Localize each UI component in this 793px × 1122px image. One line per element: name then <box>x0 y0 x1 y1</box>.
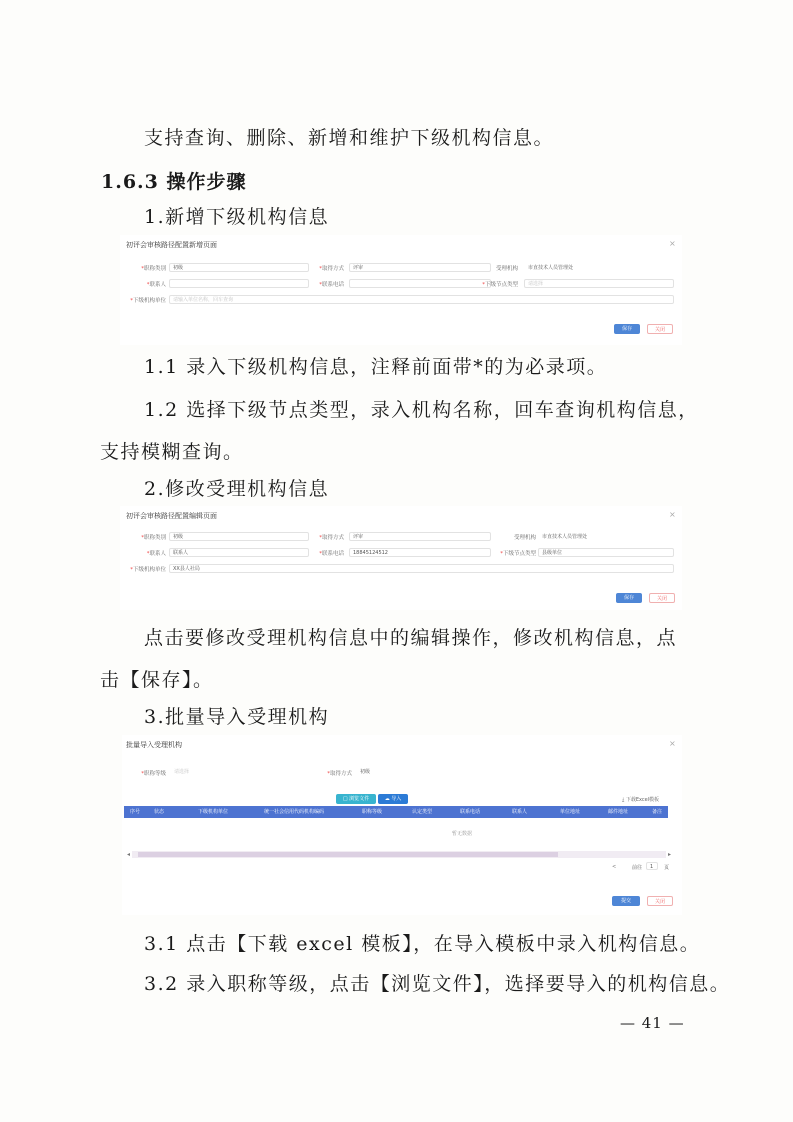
field-label: *下级机构单位 <box>130 567 166 573</box>
save-button[interactable]: 保存 <box>614 324 640 334</box>
sub-org-input[interactable]: XX县人社局 <box>169 564 674 573</box>
title-category-select[interactable]: 初级 <box>169 263 309 272</box>
step1-note: 1.2 选择下级节点类型，录入机构名称，回车查询机构信息， <box>144 399 699 421</box>
method-select[interactable]: 评审 <box>349 263 491 272</box>
column-header: 备注 <box>652 809 663 815</box>
field-label: *职称类别 <box>141 535 166 541</box>
field-label: 受理机构 <box>513 535 536 541</box>
pager-prefix: 前往 <box>632 865 643 871</box>
field-label: *职称类别 <box>141 266 166 272</box>
level-select[interactable]: 请选择 <box>170 767 310 776</box>
column-header: 认定类型 <box>412 809 433 815</box>
column-header: 联系电话 <box>460 809 481 815</box>
download-template-link[interactable]: ⤓ 下载Excel模板 <box>622 797 660 803</box>
step3-note: 3.2 录入职称等级，点击【浏览文件】，选择要导入的机构信息。 <box>144 973 731 995</box>
close-button[interactable]: 关闭 <box>647 896 673 906</box>
step3-heading: 3.批量导入受理机构 <box>144 706 330 728</box>
node-type-select[interactable]: 请选择 <box>524 279 674 288</box>
field-label: *下级节点类型 <box>482 282 518 288</box>
batch-import-screenshot <box>122 735 682 915</box>
step2-note: 点击要修改受理机构信息中的编辑操作，修改机构信息，点 <box>144 627 678 649</box>
org-value: 市直技术人员管理处 <box>524 263 674 272</box>
step1-note: 1.1 录入下级机构信息，注释前面带*的为必录项。 <box>144 356 608 378</box>
org-value: 市直技术人员管理处 <box>538 532 674 541</box>
contact-input[interactable]: 联系人 <box>169 548 309 557</box>
field-label: *取得方式 <box>327 771 352 777</box>
field-label: 受理机构 <box>495 266 518 272</box>
scroll-right-arrow[interactable]: ▸ <box>668 851 672 858</box>
column-header: 下级机构单位 <box>198 809 229 815</box>
dialog-title: 批量导入受理机构 <box>126 741 182 749</box>
title-category-select[interactable]: 初级 <box>169 532 309 541</box>
column-header: 状态 <box>154 809 165 815</box>
submit-button[interactable]: 提交 <box>612 896 640 906</box>
step2-note: 击【保存】。 <box>100 669 214 691</box>
dialog-title: 初评会审核路径配置新增页面 <box>126 241 217 249</box>
section-heading: 1.6.3 操作步骤 <box>101 171 247 193</box>
horizontal-scrollbar[interactable] <box>132 851 666 858</box>
empty-table-text: 暂无数据 <box>452 831 473 837</box>
scrollbar-thumb[interactable] <box>138 852 558 857</box>
column-header: 联系人 <box>512 809 528 815</box>
import-table-header <box>124 806 668 818</box>
field-label: *下级节点类型 <box>500 551 536 557</box>
browse-file-button[interactable]: □ 浏览文件 <box>336 794 376 804</box>
field-label: *职称等级 <box>141 771 166 777</box>
column-header: 单位地址 <box>560 809 581 815</box>
close-icon[interactable]: × <box>669 510 676 519</box>
phone-input[interactable]: 18845124512 <box>349 548 491 557</box>
field-label: *联系人 <box>146 551 166 557</box>
close-button[interactable]: 关闭 <box>649 593 675 603</box>
step3-note: 3.1 点击【下载 excel 模板】，在导入模板中录入机构信息。 <box>144 933 701 955</box>
close-icon[interactable]: × <box>669 239 676 248</box>
edit-org-screenshot <box>120 506 682 610</box>
method-select[interactable]: 评审 <box>349 532 491 541</box>
save-button[interactable]: 保存 <box>616 593 642 603</box>
column-header: 职称等级 <box>362 809 383 815</box>
add-org-screenshot <box>120 235 682 345</box>
field-label: *取得方式 <box>319 535 344 541</box>
column-header: 序号 <box>130 809 141 815</box>
scroll-left-arrow[interactable]: ◂ <box>127 851 131 858</box>
page-number: — 41 — <box>620 1014 685 1032</box>
dialog-title: 初评会审核路径配置编辑页面 <box>126 512 217 520</box>
sub-org-input[interactable]: 请输入单位名称，回车查询 <box>169 295 674 304</box>
step2-heading: 2.修改受理机构信息 <box>144 478 330 500</box>
field-label: *联系电话 <box>319 282 344 288</box>
method-select[interactable]: 初级 <box>356 767 496 776</box>
pager-suffix: 页 <box>664 865 670 871</box>
field-label: *联系人 <box>146 282 166 288</box>
column-header: 统一社会信用代码机构编码 <box>264 809 325 815</box>
close-button[interactable]: 关闭 <box>647 324 673 334</box>
step1-note: 支持模糊查询。 <box>100 441 244 463</box>
step1-heading: 1.新增下级机构信息 <box>144 206 330 228</box>
scroll-prev-arrow[interactable]: < <box>612 864 617 870</box>
phone-input[interactable] <box>349 279 491 288</box>
page-number-input[interactable]: 1 <box>646 862 658 870</box>
field-label: *取得方式 <box>319 266 344 272</box>
import-button[interactable]: ☁ 导入 <box>378 794 408 804</box>
intro-paragraph: 支持查询、删除、新增和维护下级机构信息。 <box>144 127 555 149</box>
column-header: 邮件地址 <box>608 809 629 815</box>
node-type-select[interactable]: 县级单位 <box>538 548 674 557</box>
field-label: *联系电话 <box>319 551 344 557</box>
field-label: *下级机构单位 <box>130 298 166 304</box>
close-icon[interactable]: × <box>669 739 676 748</box>
contact-input[interactable] <box>169 279 309 288</box>
